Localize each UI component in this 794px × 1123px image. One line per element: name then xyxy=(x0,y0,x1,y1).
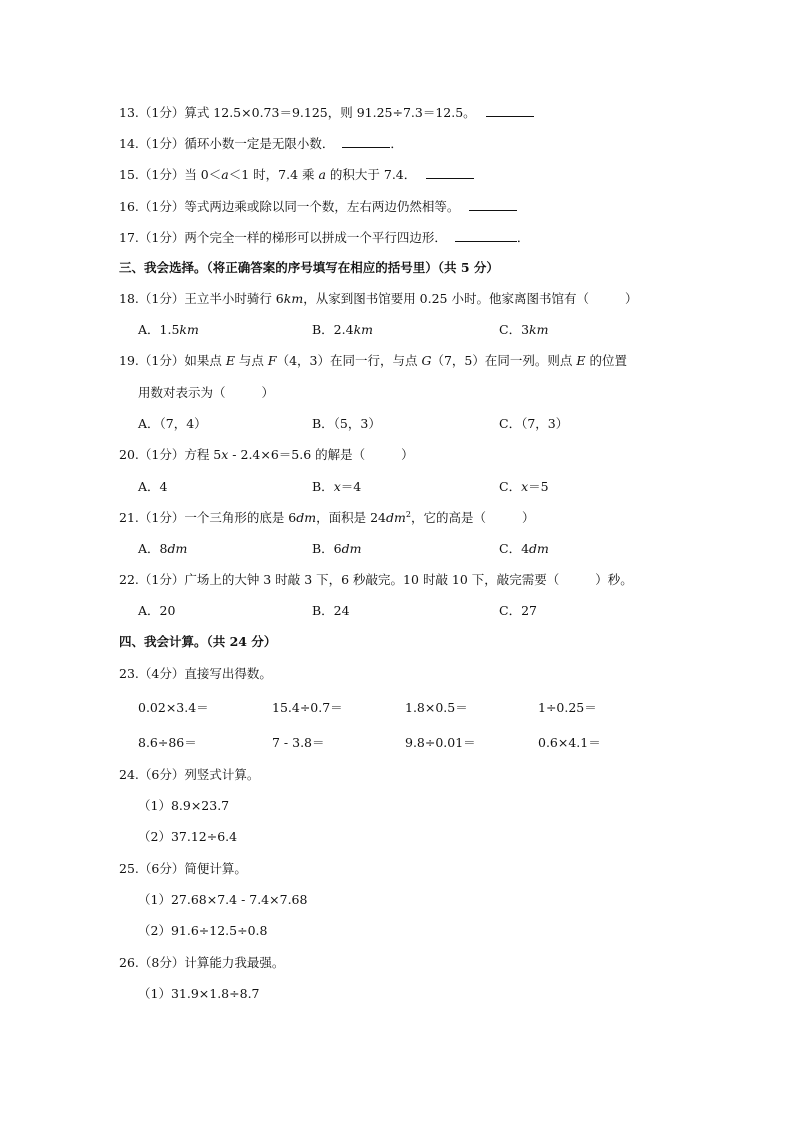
question-20-stem-a: 20.（1分）方程 5 xyxy=(119,447,222,462)
calc-23-1: 0.02×3.4＝ xyxy=(138,700,209,715)
option-18-b-label: B．2.4 xyxy=(312,322,354,337)
section-3-heading: 三、我会选择。（将正确答案的序号填写在相应的括号里）（共 5 分） xyxy=(119,260,499,275)
option-21-a-label: A．8 xyxy=(138,541,168,556)
question-14-text: 14.（1分）循环小数一定是无限小数． xyxy=(119,136,335,151)
question-15-prefix: 15.（1分）当 0＜ xyxy=(119,167,222,182)
option-21-b-label: B．6 xyxy=(312,541,342,556)
calc-23-6: 7 - 3.8＝ xyxy=(272,735,325,750)
option-18-a-unit: km xyxy=(179,322,199,337)
answer-blank-15[interactable] xyxy=(426,166,474,179)
question-20-var-x: x xyxy=(221,447,229,462)
option-19-c[interactable]: C．（7，3） xyxy=(499,416,569,431)
answer-blank-14[interactable] xyxy=(342,135,390,148)
question-19 xyxy=(119,353,627,369)
question-21-stem-c: ，它的高是（ xyxy=(410,510,486,525)
question-22 xyxy=(119,572,633,588)
option-18-b[interactable] xyxy=(312,322,373,338)
question-16 xyxy=(119,198,517,215)
option-21-b-unit: dm xyxy=(341,541,362,556)
question-15-rest: 的积大于 7.4． xyxy=(325,167,417,182)
question-26-item-1: （1）31.9×1.8÷8.7 xyxy=(138,986,260,1001)
calc-23-7: 9.8÷0.01＝ xyxy=(405,735,476,750)
option-20-b[interactable] xyxy=(312,479,361,495)
question-21 xyxy=(119,510,535,526)
option-20-a[interactable]: A．4 xyxy=(138,479,168,494)
answer-blank-17[interactable] xyxy=(455,229,517,242)
option-21-b[interactable] xyxy=(312,541,362,557)
question-19-stem-a: 19.（1分）如果点 xyxy=(119,353,226,368)
option-20-c-label: C． xyxy=(499,479,522,494)
question-26: 26.（8分）计算能力我最强。 xyxy=(119,955,285,970)
calc-23-3: 1.8×0.5＝ xyxy=(405,700,468,715)
calc-23-5: 8.6÷86＝ xyxy=(138,735,197,750)
option-21-c-label: C．4 xyxy=(499,541,530,556)
question-19-line2-b: ） xyxy=(261,385,275,400)
question-25-item-2: （2）91.6÷12.5÷0.8 xyxy=(138,923,268,938)
option-18-b-unit: km xyxy=(353,322,374,337)
question-14-suffix: ． xyxy=(390,136,403,151)
question-19-point-f: F xyxy=(267,353,277,368)
option-19-b[interactable]: B．（5，3） xyxy=(312,416,381,431)
option-18-c[interactable] xyxy=(499,322,548,338)
question-19-stem-d: （7，5）在同一列。则点 xyxy=(431,353,577,368)
question-24-item-1: （1）8.9×23.7 xyxy=(138,798,230,813)
option-20-b-var: x xyxy=(333,479,341,494)
question-18-stem-a: 18.（1分）王立半小时骑行 6 xyxy=(119,291,284,306)
question-15-mid: ＜1 时，7.4 乘 xyxy=(228,167,319,182)
question-15-var-a-2: a xyxy=(318,167,326,182)
question-25: 25.（6分）简便计算。 xyxy=(119,861,247,876)
option-21-c-unit: dm xyxy=(529,541,549,556)
option-22-b[interactable]: B．24 xyxy=(312,603,350,618)
option-21-a-unit: dm xyxy=(167,541,188,556)
calc-23-4: 1÷0.25＝ xyxy=(538,700,597,715)
question-13 xyxy=(119,104,534,121)
question-24: 24.（6分）列竖式计算。 xyxy=(119,767,260,782)
question-13-text: 13.（1分）算式 12.5×0.73＝9.125，则 91.25÷7.3＝12.5。 xyxy=(119,105,476,120)
option-20-c-var: x xyxy=(521,479,529,494)
question-15 xyxy=(119,166,474,183)
question-18-stem-c: ） xyxy=(624,291,638,306)
question-22-stem-a: 22.（1分）广场上的大钟 3 时敲 3 下，6 秒敲完。10 时敲 10 下，敲完需要（ xyxy=(119,572,560,587)
question-20 xyxy=(119,447,414,463)
question-19-point-e-2: E xyxy=(576,353,586,368)
question-19-point-e: E xyxy=(225,353,235,368)
option-18-a-label: A．1.5 xyxy=(138,322,180,337)
question-22-stem-b: ）秒。 xyxy=(595,572,633,587)
option-19-a[interactable]: A．（7，4） xyxy=(138,416,207,431)
question-19-line2-a: 用数对表示为（ xyxy=(138,385,226,400)
question-21-unit-1: dm xyxy=(296,510,317,525)
option-22-a[interactable]: A．20 xyxy=(138,603,176,618)
question-17-text: 17.（1分）两个完全一样的梯形可以拼成一个平行四边形． xyxy=(119,230,447,245)
question-14 xyxy=(119,135,403,152)
question-21-unit-2: dm xyxy=(386,510,406,525)
question-18-unit: km xyxy=(283,291,304,306)
question-23: 23.（4分）直接写出得数。 xyxy=(119,666,272,681)
option-21-a[interactable] xyxy=(138,541,187,557)
option-20-b-value: ＝4 xyxy=(340,479,362,494)
question-24-item-2: （2）37.12÷6.4 xyxy=(138,829,238,844)
option-22-c[interactable]: C．27 xyxy=(499,603,537,618)
question-20-stem-b: - 2.4×6＝5.6 的解是（ xyxy=(228,447,366,462)
section-4-heading: 四、我会计算。（共 24 分） xyxy=(119,634,277,649)
question-19-stem-e: 的位置 xyxy=(585,353,627,368)
calc-23-2: 15.4÷0.7＝ xyxy=(272,700,343,715)
question-15-var-a: a xyxy=(221,167,229,182)
option-20-c[interactable] xyxy=(499,479,549,495)
option-18-a[interactable] xyxy=(138,322,199,338)
question-25-item-1: （1）27.68×7.4 - 7.4×7.68 xyxy=(138,892,308,907)
question-19-stem-b: 与点 xyxy=(234,353,268,368)
option-20-c-value: ＝5 xyxy=(528,479,549,494)
question-21-superscript: 2 xyxy=(405,509,411,519)
option-18-c-unit: km xyxy=(529,322,549,337)
question-19-stem-c: （4，3）在同一行，与点 xyxy=(276,353,422,368)
answer-blank-13[interactable] xyxy=(486,104,534,117)
question-21-stem-d: ） xyxy=(521,510,535,525)
question-18-stem-b: ，从家到图书馆要用 0.25 小时。他家离图书馆有（ xyxy=(303,291,589,306)
option-18-c-label: C．3 xyxy=(499,322,530,337)
question-17 xyxy=(119,229,529,246)
question-19-point-g: G xyxy=(421,353,432,368)
option-21-c[interactable] xyxy=(499,541,549,557)
question-17-suffix: ． xyxy=(516,230,530,245)
question-21-stem-a: 21.（1分）一个三角形的底是 6 xyxy=(119,510,297,525)
answer-blank-16[interactable] xyxy=(469,198,517,211)
question-20-stem-c: ） xyxy=(401,447,414,462)
question-19-line-2 xyxy=(138,385,274,401)
question-21-stem-b: ，面积是 24 xyxy=(316,510,387,525)
question-16-text: 16.（1分）等式两边乘或除以同一个数，左右两边仍然相等。 xyxy=(119,199,460,214)
calc-23-8: 0.6×4.1＝ xyxy=(538,735,601,750)
question-18 xyxy=(119,291,638,307)
option-20-b-label: B． xyxy=(312,479,334,494)
